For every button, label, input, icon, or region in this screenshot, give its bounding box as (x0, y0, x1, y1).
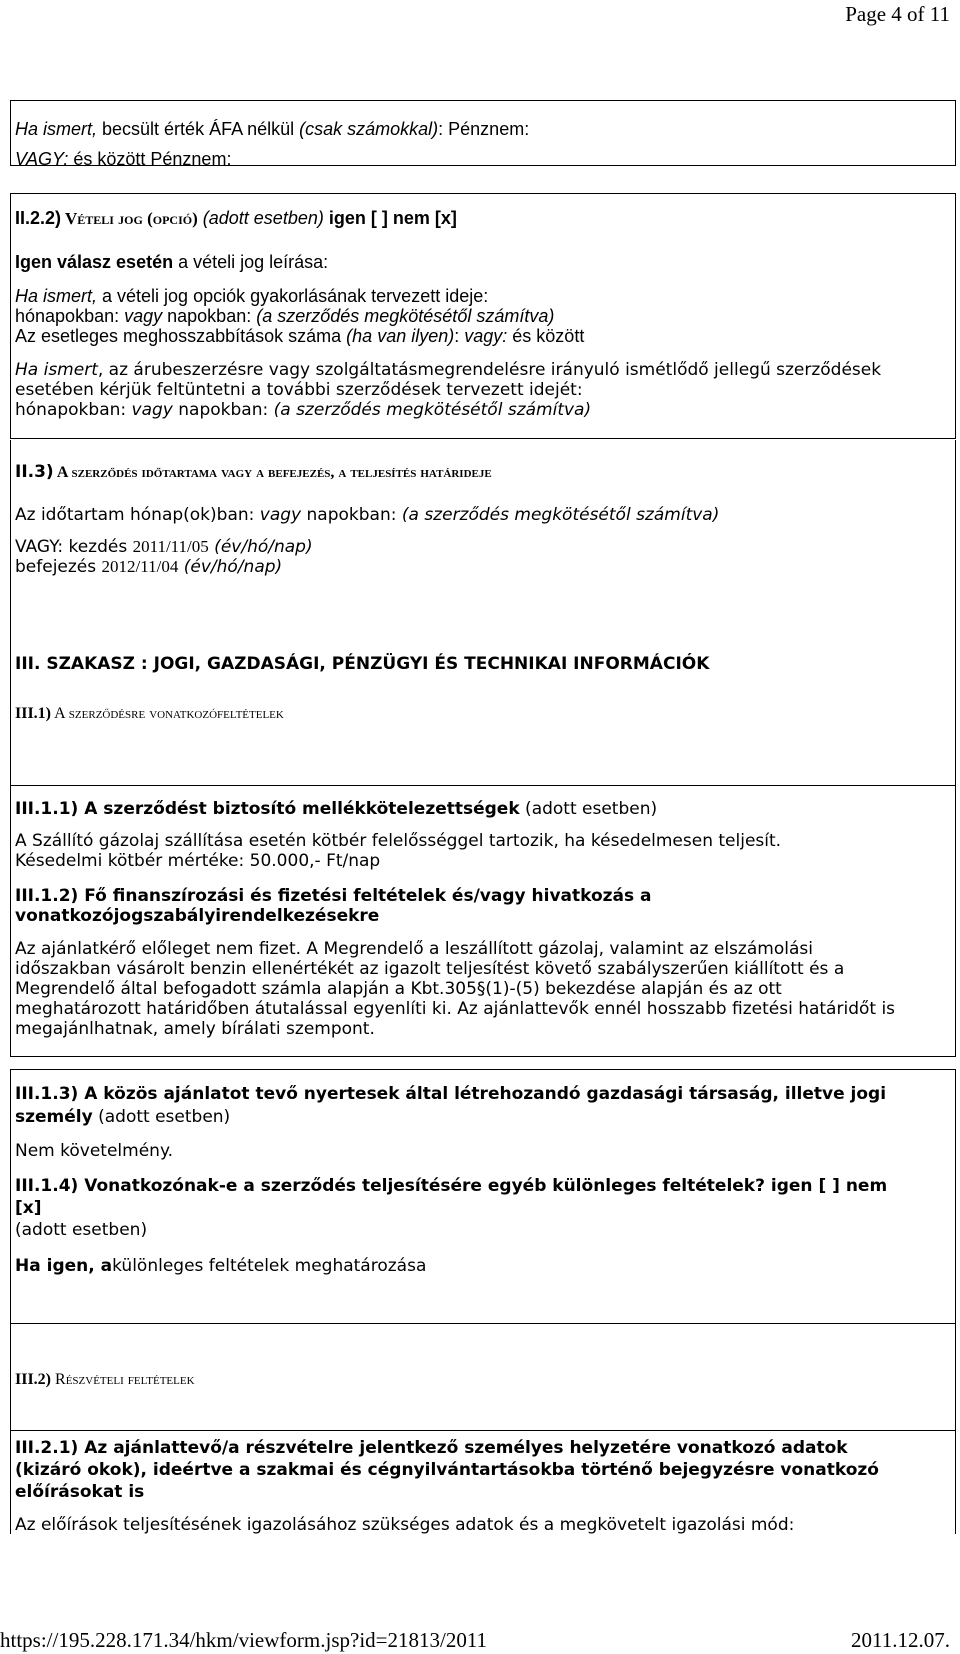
participation-section (10, 1324, 956, 1430)
condition-text-3: Nem követelmény. (15, 1141, 173, 1161)
duration-title: II.3) A szerződés időtartama vagy a befejezés, a teljesítés határideje (15, 462, 492, 482)
option-title: II.2.2) Vételi jog (opció) (adott esetben) igen [ ] nem [x] (15, 208, 457, 228)
participation-heading-1: III.2.1) Az ajánlattevő/a részvételre jelentkező személyes helyzetére vonatkozó adatok (15, 1438, 848, 1458)
condition-text-2c: Megrendelő által befogadott számla alapján a Kbt.305§(1)-(5) bekezdése alapján és az ott (15, 979, 782, 999)
participation-title: III.2) Részvételi feltételek (15, 1371, 195, 1388)
estimated-range-line: VAGY: és között Pénznem: (15, 149, 232, 169)
section-iii (10, 620, 956, 785)
participation-text: Az előírások teljesítésének igazolásához szükséges adatok és a megkövetelt igazolási mód: (15, 1515, 795, 1535)
condition-text-2b: időszakban vásárolt benzin ellenértékét az igazolt teljesítést követő szabályszerűen kiállított és a (15, 959, 845, 979)
duration-section (10, 440, 956, 620)
condition-heading-3b: személy (adott esetben) (15, 1107, 231, 1127)
option-box (10, 193, 956, 439)
condition-text-2a: Az ajánlatkérő előleget nem fizet. A Megrendelő a leszállított gázolaj, valamint az elszámolási (15, 939, 813, 959)
condition-text-2e: megajánlhatnak, amely bírálati szempont. (15, 1019, 375, 1039)
footer-date: 2011.12.07. (851, 1628, 950, 1652)
option-text-1: Ha ismert, a vételi jog opciók gyakorlásának tervezett ideje: (15, 286, 489, 306)
option-text-3: Az esetleges meghosszabbítások száma (ha van ilyen): vagy: és között (15, 326, 585, 346)
joint-bid-box (10, 1069, 956, 1324)
condition-text-4: Ha igen, akülönleges feltételek meghatározása (15, 1256, 427, 1276)
conditions-box (10, 785, 956, 1057)
participation-heading-2: (kizáró okok), ideértve a szakmai és cégnyilvántartásokba történő bejegyzésre vonatkozó (15, 1460, 879, 1480)
condition-text-1a: A Szállító gázolaj szállítása esetén kötbér felelősséggel tartozik, ha késedelmesen teljesít. (15, 831, 782, 851)
condition-text-1b: Késedelmi kötbér mértéke: 50.000,- Ft/nap (15, 851, 381, 871)
participation-content (10, 1430, 956, 1534)
repeat-text-2: esetében kérjük feltüntetni a további szerződések tervezett idejét: (15, 380, 583, 400)
condition-heading-4b: [x] (15, 1198, 42, 1218)
condition-heading-4a: III.1.4) Vonatkozónak-e a szerződés teljesítésére egyéb különleges feltételek? igen [ ] nem (15, 1176, 888, 1196)
condition-heading-2b: vonatkozójogszabályirendelkezésekre (15, 906, 380, 926)
section-iii-1-title: III.1) A szerződésre vonatkozófeltételek (15, 705, 284, 722)
option-description: Igen válasz esetén a vételi jog leírása: (15, 252, 329, 272)
estimated-value-line: Ha ismert, becsült érték ÁFA nélkül (csak számokkal): Pénznem: (15, 119, 530, 139)
page-number: Page 4 of 11 (845, 2, 950, 26)
repeat-text-1: Ha ismert, az árubeszerzésre vagy szolgáltatásmegrendelésre irányuló ismétlődő jellegű szerződések (15, 360, 882, 380)
condition-text-2d: meghatározott határidőben átutalással egyenlíti ki. Az ajánlattevők ennél hosszabb fizetési határidőt is (15, 999, 896, 1019)
condition-heading-4c: (adott esetben) (15, 1220, 148, 1240)
footer-url: https://195.228.171.34/hkm/viewform.jsp?id=21813/2011 (0, 1628, 488, 1652)
condition-heading-2a: III.1.2) Fő finanszírozási és fizetési feltételek és/vagy hivatkozás a (15, 886, 652, 906)
condition-heading-1: III.1.1) A szerződést biztosító mellékkötelezettségek (adott esetben) (15, 799, 658, 819)
condition-heading-3a: III.1.3) A közös ajánlatot tevő nyertesek által létrehozandó gazdasági társaság, illetve jogi (15, 1084, 887, 1104)
duration-start: VAGY: kezdés 2011/11/05 (év/hó/nap) (15, 537, 313, 557)
participation-heading-3: előírásokat is (15, 1482, 145, 1502)
repeat-text-3: hónapokban: vagy napokban: (a szerződés megkötésétől számítva) (15, 400, 592, 420)
section-iii-title: III. SZAKASZ : JOGI, GAZDASÁGI, PÉNZÜGYI ÉS TECHNIKAI INFORMÁCIÓK (15, 654, 710, 674)
duration-end: befejezés 2012/11/04 (év/hó/nap) (15, 557, 283, 577)
option-text-2: hónapokban: vagy napokban: (a szerződés megkötésétől számítva) (15, 306, 555, 326)
estimated-value-box (10, 100, 956, 169)
duration-line-1: Az időtartam hónap(ok)ban: vagy napokban: (a szerződés megkötésétől számítva) (15, 505, 720, 525)
